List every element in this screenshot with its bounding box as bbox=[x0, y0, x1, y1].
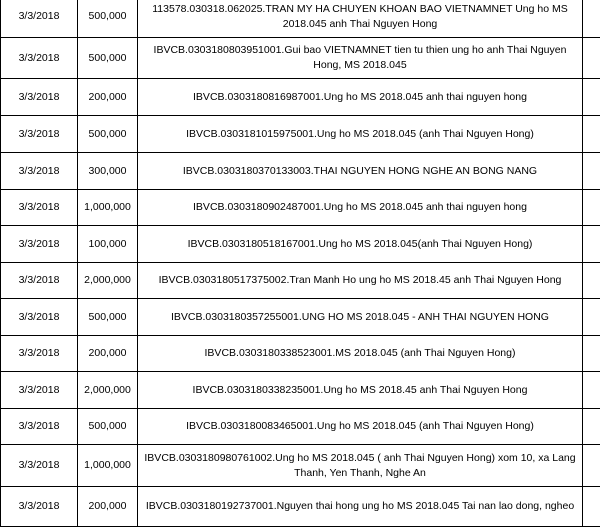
amount-cell: 300,000 bbox=[78, 153, 138, 190]
table-row bbox=[1, 336, 600, 372]
empty-cell bbox=[583, 0, 600, 38]
table-row bbox=[1, 79, 600, 116]
date-cell: 3/3/2018 bbox=[1, 299, 78, 336]
empty-cell bbox=[583, 190, 600, 226]
description-cell: IBVCB.0303180083465001.Ung ho MS 2018.045 (anh Thai Nguyen Hong) bbox=[138, 409, 583, 445]
table-row bbox=[1, 263, 600, 299]
date-cell: 3/3/2018 bbox=[1, 487, 78, 527]
description-cell: IBVCB.0303180816987001.Ung ho MS 2018.045 anh thai nguyen hong bbox=[138, 79, 583, 116]
amount-cell: 500,000 bbox=[78, 38, 138, 79]
table-row bbox=[1, 38, 600, 79]
description-cell: IBVCB.0303180902487001.Ung ho MS 2018.045 anh thai nguyen hong bbox=[138, 190, 583, 226]
empty-cell bbox=[583, 487, 600, 527]
empty-cell bbox=[583, 336, 600, 372]
empty-cell bbox=[583, 445, 600, 487]
empty-cell bbox=[583, 116, 600, 153]
table-row bbox=[1, 487, 600, 527]
date-cell: 3/3/2018 bbox=[1, 263, 78, 299]
date-cell: 3/3/2018 bbox=[1, 116, 78, 153]
empty-cell bbox=[583, 263, 600, 299]
table-row bbox=[1, 226, 600, 263]
empty-cell bbox=[583, 153, 600, 190]
empty-cell bbox=[583, 38, 600, 79]
amount-cell: 1,000,000 bbox=[78, 190, 138, 226]
description-cell: IBVCB.0303180518167001.Ung ho MS 2018.045(anh Thai Nguyen Hong) bbox=[138, 226, 583, 263]
date-cell: 3/3/2018 bbox=[1, 0, 78, 38]
table-row bbox=[1, 190, 600, 226]
amount-cell: 500,000 bbox=[78, 116, 138, 153]
amount-cell: 200,000 bbox=[78, 336, 138, 372]
description-cell: IBVCB.0303180803951001.Gui bao VIETNAMNET tien tu thien ung ho anh Thai Nguyen Hong, MS 2018.045 bbox=[138, 38, 583, 79]
table-row bbox=[1, 116, 600, 153]
amount-cell: 200,000 bbox=[78, 487, 138, 527]
empty-cell bbox=[583, 409, 600, 445]
table-row bbox=[1, 409, 600, 445]
date-cell: 3/3/2018 bbox=[1, 409, 78, 445]
table-row bbox=[1, 372, 600, 409]
date-cell: 3/3/2018 bbox=[1, 226, 78, 263]
amount-cell: 500,000 bbox=[78, 409, 138, 445]
table-row bbox=[1, 0, 600, 38]
description-cell: 113578.030318.062025.TRAN MY HA CHUYEN KHOAN BAO VIETNAMNET Ung ho MS 2018.045 anh Thai Nguyen Hong bbox=[138, 0, 583, 38]
description-cell: IBVCB.0303181015975001.Ung ho MS 2018.045 (anh Thai Nguyen Hong) bbox=[138, 116, 583, 153]
date-cell: 3/3/2018 bbox=[1, 79, 78, 116]
amount-cell: 100,000 bbox=[78, 226, 138, 263]
description-cell: IBVCB.0303180338523001.MS 2018.045 (anh Thai Nguyen Hong) bbox=[138, 336, 583, 372]
date-cell: 3/3/2018 bbox=[1, 445, 78, 487]
amount-cell: 200,000 bbox=[78, 79, 138, 116]
empty-cell bbox=[583, 299, 600, 336]
amount-cell: 2,000,000 bbox=[78, 263, 138, 299]
description-cell: IBVCB.0303180517375002.Tran Manh Ho ung ho MS 2018.45 anh Thai Nguyen Hong bbox=[138, 263, 583, 299]
empty-cell bbox=[583, 79, 600, 116]
empty-cell bbox=[583, 226, 600, 263]
amount-cell: 500,000 bbox=[78, 299, 138, 336]
amount-cell: 500,000 bbox=[78, 0, 138, 38]
date-cell: 3/3/2018 bbox=[1, 336, 78, 372]
description-cell: IBVCB.0303180980761002.Ung ho MS 2018.045 ( anh Thai Nguyen Hong) xom 10, xa Lang Thanh, Yen Thanh, Nghe An bbox=[138, 445, 583, 487]
description-cell: IBVCB.0303180192737001.Nguyen thai hong ung ho MS 2018.045 Tai nan lao dong, ngheo bbox=[138, 487, 583, 527]
amount-cell: 1,000,000 bbox=[78, 445, 138, 487]
table-row bbox=[1, 153, 600, 190]
empty-cell bbox=[583, 372, 600, 409]
table-row bbox=[1, 445, 600, 487]
description-cell: IBVCB.0303180357255001.UNG HO MS 2018.045 - ANH THAI NGUYEN HONG bbox=[138, 299, 583, 336]
date-cell: 3/3/2018 bbox=[1, 153, 78, 190]
table-row bbox=[1, 299, 600, 336]
donations-table-body bbox=[1, 0, 600, 527]
date-cell: 3/3/2018 bbox=[1, 38, 78, 79]
amount-cell: 2,000,000 bbox=[78, 372, 138, 409]
description-cell: IBVCB.0303180338235001.Ung ho MS 2018.45 anh Thai Nguyen Hong bbox=[138, 372, 583, 409]
description-cell: IBVCB.0303180370133003.THAI NGUYEN HONG NGHE AN BONG NANG bbox=[138, 153, 583, 190]
date-cell: 3/3/2018 bbox=[1, 190, 78, 226]
date-cell: 3/3/2018 bbox=[1, 372, 78, 409]
